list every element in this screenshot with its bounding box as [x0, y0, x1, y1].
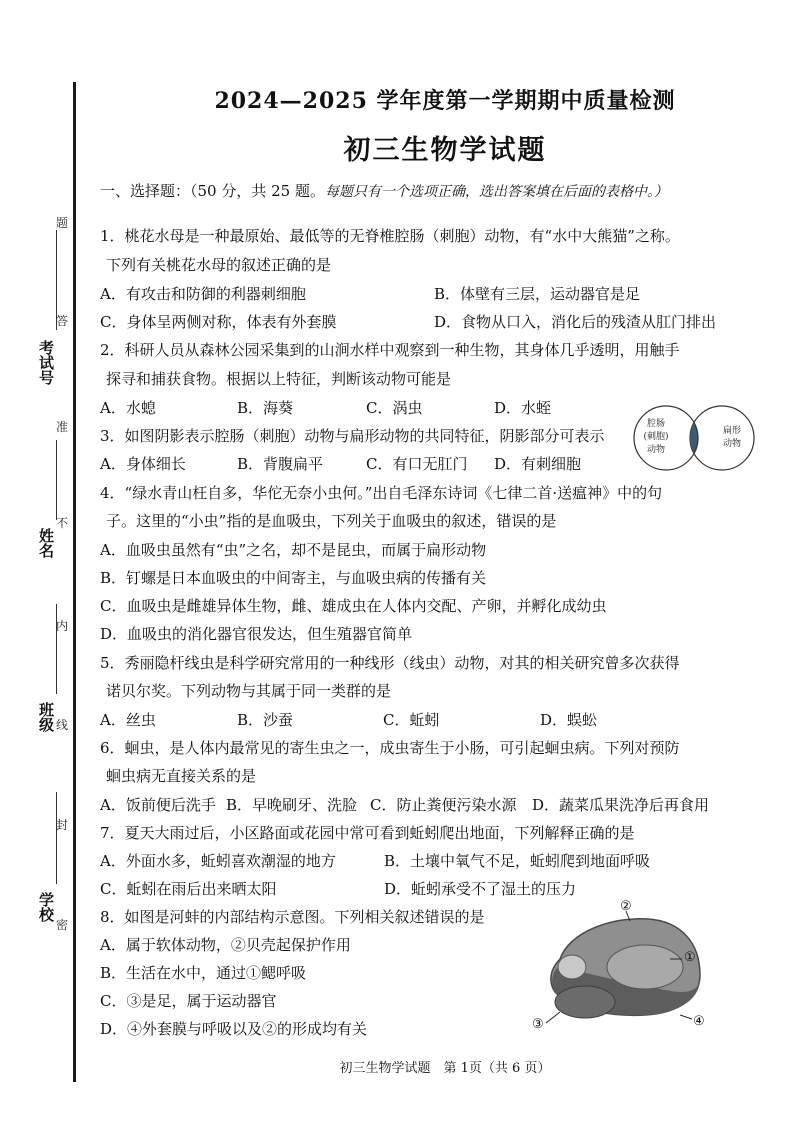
venn-right-label-line1: 扁形 — [722, 426, 742, 436]
exam-subject-title: 初三生物学试题 — [343, 135, 547, 166]
section-heading — [100, 180, 668, 201]
q2-option-c: C．涡虫 — [366, 399, 423, 417]
q6-stem-line2: 蛔虫病无直接关系的是 — [106, 767, 257, 785]
side-fill-line-school — [56, 792, 57, 884]
seal-char: 内 — [55, 619, 68, 633]
exam-term-title: 2024—2025 学年度第一学期期中质量检测 — [214, 88, 676, 114]
side-label-name: 姓名 — [37, 528, 55, 558]
q2-option-a: A．水螅 — [100, 399, 156, 417]
leader-line-3 — [546, 1012, 560, 1023]
side-label-class: 班级 — [37, 702, 55, 732]
mussel-foot-shape — [555, 986, 615, 1018]
q8-option-d: D．④外套膜与呼吸以及②的形成均有关 — [100, 1020, 368, 1038]
q3-option-c: C．有口无肛门 — [366, 455, 468, 473]
q5-stem-line1: 5．秀丽隐杆线虫是科学研究常用的一种线形（线虫）动物，对其的相关研究曾多次获得 — [100, 654, 680, 672]
q2-option-d: D．水蛭 — [494, 399, 552, 417]
q4-option-a: A．血吸虫虽然有“虫”之名，却不是昆虫，而属于扁形动物 — [100, 541, 487, 559]
mussel-anatomy-diagram — [530, 897, 725, 1030]
q8-stem-line1: 8．如图是河蚌的内部结构示意图。下列相关叙述错误的是 — [100, 908, 485, 926]
venn-diagram — [618, 402, 770, 474]
section-note: 每题只有一个选项正确，选出答案填在后面的表格中。） — [324, 184, 668, 200]
q1-stem-line1: 1．桃花水母是一种最原始、最低等的无脊椎腔肠（刺胞）动物，有“水中大熊猫”之称。 — [100, 227, 680, 245]
venn-right-circle — [690, 406, 754, 470]
q6-stem-line1: 6．蛔虫，是人体内最常见的寄生虫之一，成虫寄生于小肠，可引起蛔虫病。下列对预防 — [100, 739, 680, 757]
q8-option-b: B．生活在水中，通过①鳃呼吸 — [100, 964, 307, 982]
seal-char: 答 — [55, 314, 68, 328]
q1-option-c: C．身体呈两侧对称，体表有外套膜 — [100, 313, 337, 331]
q6-option-b: B．早晚刷牙、洗脸 — [226, 796, 358, 814]
venn-right-label-line2: 动物 — [722, 439, 742, 449]
q8-option-a: A．属于软体动物，②贝壳起保护作用 — [100, 936, 351, 954]
q1-stem-line2: 下列有关桃花水母的叙述正确的是 — [106, 256, 332, 274]
q7-option-d: D．蚯蚓承受不了湿土的压力 — [384, 880, 577, 898]
side-label-school: 学校 — [37, 892, 55, 922]
q1-option-a: A．有攻击和防御的利器刺细胞 — [100, 285, 306, 303]
q5-option-c: C．蚯蚓 — [383, 711, 440, 729]
q7-option-b: B．土壤中氧气不足，蚯蚓爬到地面呼吸 — [384, 852, 651, 870]
q6-option-a: A．饭前便后洗手 — [100, 796, 216, 814]
q5-stem-line2: 诺贝尔奖。下列动物与其属于同一类群的是 — [106, 682, 392, 700]
q4-option-c: C．血吸虫是雌雄异体生物，雌、雄成虫在人体内交配、产卵，并孵化成幼虫 — [100, 597, 607, 615]
seal-char: 线 — [55, 718, 68, 732]
binding-margin-line — [73, 82, 76, 1082]
seal-char: 题 — [55, 216, 68, 230]
q1-option-b: B．体壁有三层，运动器官是足 — [434, 285, 641, 303]
label-foot: ③ — [532, 1017, 544, 1030]
q2-option-b: B．海葵 — [237, 399, 294, 417]
label-shell: ② — [620, 899, 632, 914]
venn-left-label-line1: 腔肠 — [646, 419, 666, 429]
section-title: 一、选择题：（50 分，共 25 题。 — [100, 182, 325, 200]
q4-option-b: B．钉螺是日本血吸虫的中间寄主，与血吸虫病的传播有关 — [100, 569, 487, 587]
venn-left-label-line3: 动物 — [646, 445, 666, 455]
leader-line-4 — [680, 1015, 692, 1019]
q1-option-d: D．食物从口入，消化后的残渣从肛门排出 — [434, 313, 717, 331]
seal-char: 密 — [55, 918, 68, 932]
q5-option-d: D．蜈蚣 — [540, 711, 598, 729]
q3-option-a: A．身体细长 — [100, 455, 186, 473]
q4-option-d: D．血吸虫的消化器官很发达，但生殖器官简单 — [100, 625, 413, 643]
q2-stem-line2: 探寻和捕获食物。根据以上特征，判断该动物可能是 — [106, 370, 452, 388]
side-fill-line-name — [56, 440, 57, 520]
page-footer: 初三生物学试题 第 1页（共 6 页） — [339, 1061, 551, 1076]
q3-option-d: D．有刺细胞 — [494, 455, 582, 473]
q5-option-b: B．沙蚕 — [237, 711, 294, 729]
seal-char: 准 — [55, 420, 68, 434]
q3-option-b: B．背腹扁平 — [237, 455, 324, 473]
q6-option-d: D．蔬菜瓜果洗净后再食用 — [532, 796, 710, 814]
seal-char: 不 — [55, 516, 68, 530]
venn-left-label-line2: (刺胞) — [643, 432, 669, 442]
q6-option-c: C．防止粪便污染水源 — [370, 796, 517, 814]
mussel-muscle-shape — [558, 955, 586, 979]
mussel-gill-shape — [607, 945, 683, 989]
q4-stem-line2: 子。这里的“小虫”指的是血吸虫，下列关于血吸虫的叙述，错误的是 — [106, 512, 557, 530]
q4-stem-line1: 4．“绿水青山枉自多，华佗无奈小虫何。”出自毛泽东诗词《七律二首·送瘟神》中的句 — [100, 484, 663, 502]
seal-char: 封 — [55, 818, 68, 832]
q3-stem-line1: 3．如图阴影表示腔肠（刺胞）动物与扁形动物的共同特征，阴影部分可表示 — [100, 427, 605, 445]
q2-stem-line1: 2．科研人员从森林公园采集到的山涧水样中观察到一种生物，其身体几乎透明，用触手 — [100, 341, 680, 359]
q8-option-c: C．③是足，属于运动器官 — [100, 992, 277, 1010]
q5-option-a: A．丝虫 — [100, 711, 156, 729]
label-gill: ① — [684, 950, 696, 965]
side-label-exam-number: 考试号 — [37, 340, 55, 385]
q7-option-c: C．蚯蚓在雨后出来晒太阳 — [100, 880, 277, 898]
q7-option-a: A．外面水多，蚯蚓喜欢潮湿的地方 — [100, 852, 336, 870]
q7-stem-line1: 7．夏天大雨过后，小区路面或花园中常可看到蚯蚓爬出地面，下列解释正确的是 — [100, 824, 635, 842]
label-mantle: ④ — [693, 1014, 705, 1029]
